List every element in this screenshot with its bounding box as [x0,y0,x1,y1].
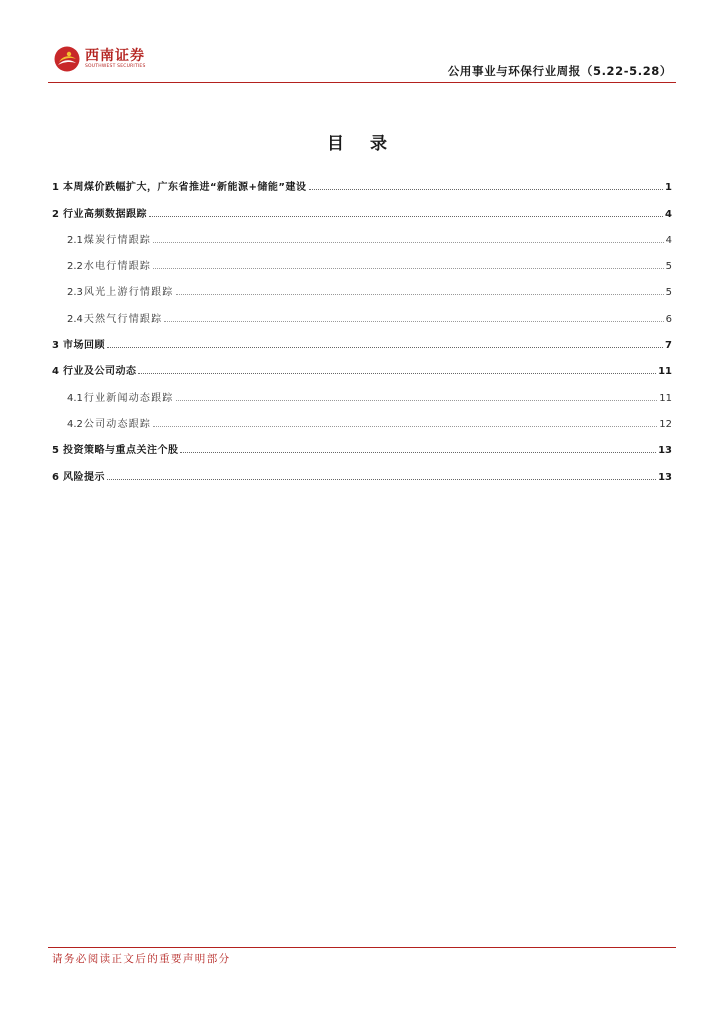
toc-heading: 目 录 [327,134,397,154]
logo-wordmark [85,48,146,70]
toc-entry-number: 3 [52,340,59,352]
toc-entry-page: 4 [665,234,672,246]
footer-disclaimer: 请务必阅读正文后的重要声明部分 [52,953,231,965]
toc-entry-number: 2.4 [67,313,83,325]
toc-entry-label: 风险提示 [62,471,105,483]
toc-entry[interactable] [52,223,672,249]
toc-dot-leader [138,373,656,374]
toc-entry-label: 公司动态跟踪 [83,418,152,430]
toc-dot-leader [153,426,657,427]
toc-dot-leader [309,189,664,190]
southwest-securities-logo-icon [54,46,80,72]
toc-entry-page: 12 [659,418,672,430]
toc-dot-leader [107,479,656,480]
footer-divider [48,947,676,948]
toc-entry-number: 5 [52,445,59,457]
toc-entry[interactable] [52,433,672,459]
toc-entry-page: 6 [665,313,672,325]
toc-entry-label: 行业高频数据跟踪 [62,208,147,220]
toc-entry-label: 风光上游行情跟踪 [83,287,174,299]
toc-dot-leader [164,321,663,322]
toc-entry-page: 7 [665,340,672,352]
toc-entry-page: 11 [659,392,672,404]
logo-chinese-name: 西南证券 [85,48,145,64]
toc-entry-number: 4.2 [67,418,83,430]
toc-dot-leader [176,400,658,401]
report-title: 公用事业与环保行业周报（5.22-5.28） [447,64,672,78]
toc-entry[interactable] [52,275,672,301]
toc-entry-number: 4 [52,366,59,378]
toc-dot-leader [149,216,663,217]
table-of-contents [52,170,672,486]
toc-entry[interactable] [52,328,672,354]
toc-entry[interactable] [52,407,672,433]
toc-entry[interactable] [52,170,672,196]
toc-entry[interactable] [52,301,672,327]
toc-entry-number: 2.3 [67,287,83,299]
toc-dot-leader [180,452,656,453]
toc-dot-leader [107,347,663,348]
logo-english-name: SOUTHWEST SECURITIES [85,64,146,69]
toc-entry-page: 13 [658,445,672,457]
toc-dot-leader [176,294,664,295]
toc-entry-page: 5 [665,261,672,273]
toc-entry-number: 1 [52,182,59,194]
toc-entry-label: 行业及公司动态 [62,366,137,378]
toc-entry-number: 2.1 [67,234,83,246]
toc-entry-page: 5 [665,287,672,299]
toc-entry-label: 本周煤价跌幅扩大，广东省推进“新能源+储能”建设 [62,182,307,194]
toc-dot-leader [153,242,664,243]
toc-entry[interactable] [52,459,672,485]
toc-entry-page: 13 [658,471,672,483]
toc-entry-number: 4.1 [67,392,83,404]
toc-entry-label: 水电行情跟踪 [83,261,152,273]
toc-entry-label: 市场回顾 [62,340,105,352]
toc-entry-number: 2.2 [67,261,83,273]
toc-entry-page: 1 [665,182,672,194]
toc-entry-label: 天然气行情跟踪 [83,313,163,325]
toc-dot-leader [153,268,664,269]
toc-entry-label: 行业新闻动态跟踪 [83,392,174,404]
toc-entry-label: 投资策略与重点关注个股 [62,445,179,457]
toc-entry[interactable] [52,249,672,275]
toc-entry-page: 11 [658,366,672,378]
header-divider [48,82,676,83]
toc-entry-label: 煤炭行情跟踪 [83,234,152,246]
toc-entry[interactable] [52,380,672,406]
company-logo [54,44,146,74]
toc-entry-number: 6 [52,471,59,483]
toc-entry-number: 2 [52,208,59,220]
toc-entry-page: 4 [665,208,672,220]
toc-entry[interactable] [52,196,672,222]
toc-entry[interactable] [52,354,672,380]
